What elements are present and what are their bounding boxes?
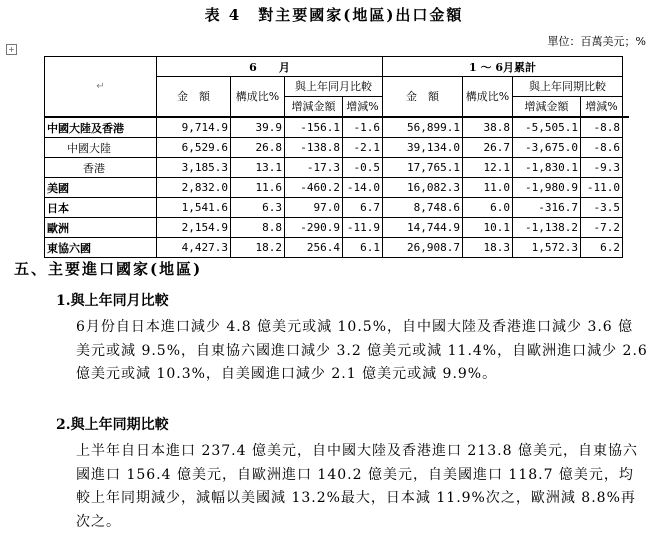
cell-m-amt: 3,185.3: [157, 158, 231, 178]
cell-m-amt: 4,427.3: [157, 238, 231, 258]
cell-m-share: 18.2: [231, 238, 285, 258]
cell-c-chg: -1,138.2: [513, 218, 581, 238]
cell-c-chg: -3,675.0: [513, 138, 581, 158]
row-label: 日本: [45, 198, 157, 218]
cell-m-pct: 6.1: [343, 238, 383, 258]
cell-c-chg: 1,572.3: [513, 238, 581, 258]
cell-m-share: 8.8: [231, 218, 285, 238]
cell-m-chg: -138.8: [285, 138, 343, 158]
cell-c-pct: -7.2: [581, 218, 623, 238]
header-share: 構成比%: [231, 77, 285, 118]
cell-m-share: 11.6: [231, 178, 285, 198]
cell-c-pct: -3.5: [581, 198, 623, 218]
table-row: [45, 218, 629, 238]
header-cumulative: 1 ～ 6月累計: [383, 57, 623, 77]
cell-c-pct: -9.3: [581, 158, 623, 178]
cell-m-pct: -11.9: [343, 218, 383, 238]
cell-m-share: 39.9: [231, 117, 285, 138]
cell-m-amt: 6,529.6: [157, 138, 231, 158]
cell-m-pct: -1.6: [343, 117, 383, 138]
table-title: 表 4 對主要國家(地區)出口金額: [204, 6, 464, 24]
table-body: [45, 117, 629, 258]
cell-m-chg: -156.1: [285, 117, 343, 138]
header-row-1: [45, 57, 629, 77]
header-chg-amt: 增減金額: [285, 97, 343, 118]
row-label: 香港: [45, 158, 157, 178]
unit-note: 單位：百萬美元；%: [547, 35, 646, 48]
cell-c-amt: 26,908.7: [383, 238, 463, 258]
corner-cell: ↵: [45, 57, 157, 118]
cell-c-pct: -8.8: [581, 117, 623, 138]
paragraph-cumulative: 上半年自日本進口 237.4 億美元，自中國大陸及香港進口 213.8 億美元，自東協六國進口 156.4 億美元，自歐洲進口 140.2 億美元，自美國進口 118.7 億美元，均較上年同期減少，減幅以美國減 13.2%最大，日本減 11.9%次之，歐洲減 8.8%再次之。: [76, 443, 638, 530]
header-amount-cum: 金 額: [383, 77, 463, 118]
cell-c-share: 26.7: [463, 138, 513, 158]
cell-m-amt: 1,541.6: [157, 198, 231, 218]
row-label: 美國: [45, 178, 157, 198]
cell-c-share: 10.1: [463, 218, 513, 238]
cell-c-amt: 8,748.6: [383, 198, 463, 218]
cell-m-amt: 9,714.9: [157, 117, 231, 138]
header-chg-pct-cum: 增減%: [581, 97, 623, 118]
row-label: 中國大陸及香港: [45, 117, 157, 138]
cell-m-chg: -290.9: [285, 218, 343, 238]
cell-c-share: 11.0: [463, 178, 513, 198]
cell-m-pct: 6.7: [343, 198, 383, 218]
section-heading: 五、主要進口國家(地區): [14, 260, 203, 278]
row-label: 東協六國: [45, 238, 157, 258]
cell-c-share: 12.1: [463, 158, 513, 178]
cell-m-amt: 2,832.0: [157, 178, 231, 198]
cell-m-share: 6.3: [231, 198, 285, 218]
cell-c-chg: -1,980.9: [513, 178, 581, 198]
cell-c-amt: 39,134.0: [383, 138, 463, 158]
cell-c-pct: 6.2: [581, 238, 623, 258]
cell-m-chg: -17.3: [285, 158, 343, 178]
cell-m-chg: 256.4: [285, 238, 343, 258]
table-row: [45, 198, 629, 218]
table-row: [45, 138, 629, 158]
table-move-handle-icon[interactable]: +: [6, 44, 17, 55]
table-row: [45, 117, 629, 138]
cell-c-chg: -5,505.1: [513, 117, 581, 138]
cell-c-pct: -8.6: [581, 138, 623, 158]
header-chg-pct: 增減%: [343, 97, 383, 118]
header-amount: 金 額: [157, 77, 231, 118]
row-label: 中國大陸: [45, 138, 157, 158]
cell-c-amt: 16,082.3: [383, 178, 463, 198]
cell-m-pct: -14.0: [343, 178, 383, 198]
cell-m-pct: -0.5: [343, 158, 383, 178]
row-label: 歐洲: [45, 218, 157, 238]
cell-c-amt: 17,765.1: [383, 158, 463, 178]
cell-c-share: 38.8: [463, 117, 513, 138]
header-month: 6 月: [157, 57, 383, 77]
table-row: [45, 158, 629, 178]
cell-c-amt: 14,744.9: [383, 218, 463, 238]
cell-c-amt: 56,899.1: [383, 117, 463, 138]
cell-c-pct: -11.0: [581, 178, 623, 198]
cell-c-chg: -1,830.1: [513, 158, 581, 178]
header-share-cum: 構成比%: [463, 77, 513, 118]
cell-m-share: 13.1: [231, 158, 285, 178]
cell-m-share: 26.8: [231, 138, 285, 158]
header-chg-amt-cum: 增減金額: [513, 97, 581, 118]
cell-m-pct: -2.1: [343, 138, 383, 158]
table-row: [45, 178, 629, 198]
subheading-month: 1.與上年同月比較: [56, 293, 169, 309]
table-row: [45, 238, 629, 258]
cell-m-amt: 2,154.9: [157, 218, 231, 238]
subheading-cumulative: 2.與上年同期比較: [56, 417, 169, 433]
paragraph-month: 6月份自日本進口減少 4.8 億美元或減 10.5%，自中國大陸及香港進口減少 3.6 億美元或減 9.5%，自東協六國進口減少 3.2 億美元或減 11.4%，自歐洲進口減少 2.6 億美元或減 10.3%，自美國進口減少 2.1 億美元或減 9.9%。: [76, 319, 648, 382]
header-yoy-cum: 與上年同期比較: [513, 77, 623, 97]
export-table: [44, 56, 629, 258]
cell-c-share: 18.3: [463, 238, 513, 258]
cell-c-share: 6.0: [463, 198, 513, 218]
cell-m-chg: -460.2: [285, 178, 343, 198]
header-yoy: 與上年同月比較: [285, 77, 383, 97]
cell-m-chg: 97.0: [285, 198, 343, 218]
cell-c-chg: -316.7: [513, 198, 581, 218]
